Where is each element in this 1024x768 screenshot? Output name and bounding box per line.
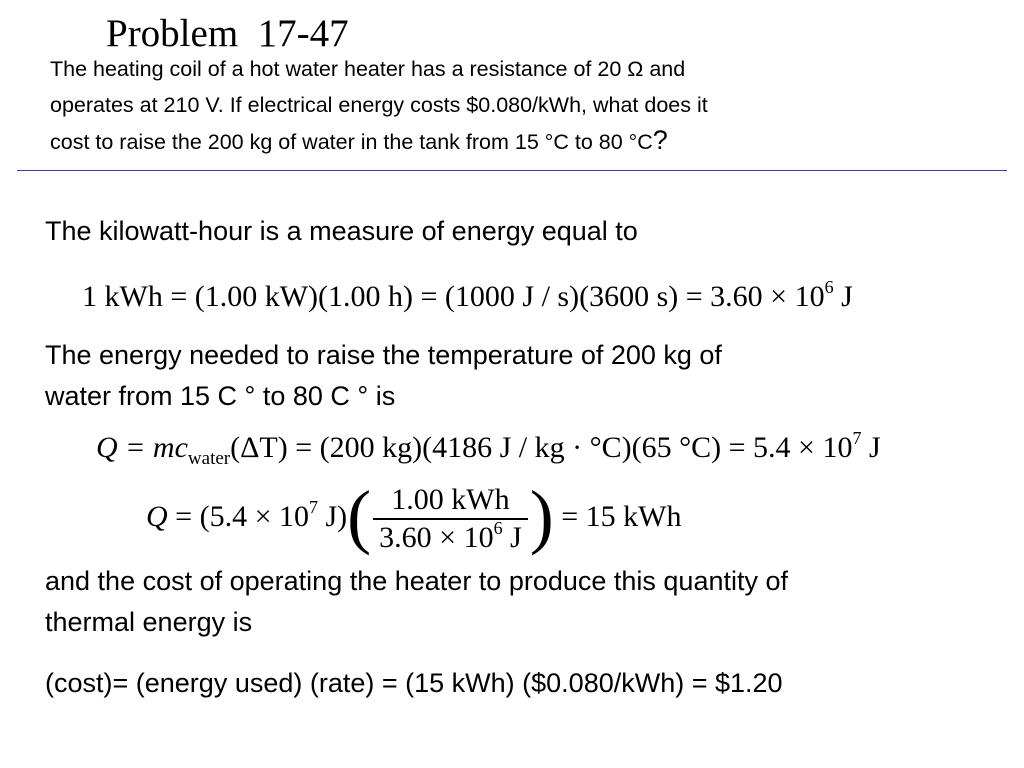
problem-statement (50, 52, 950, 161)
problem-line: operates at 210 V. If electrical energy costs $0.080/kWh, what does it (50, 92, 708, 117)
heat-symbol: Q (146, 499, 168, 533)
kwh-exponent: 6 (824, 277, 834, 297)
conversion-prefix: = (5.4 × 10 (167, 499, 309, 533)
fraction-denominator (373, 520, 528, 556)
divider-line (17, 170, 1007, 171)
problem-line-text: cost to raise the 200 kg of water in the tank from 15 °C to 80 °C (50, 130, 653, 154)
fraction-numerator: 1.00 kWh (391, 483, 510, 516)
kwh-equation (82, 279, 853, 315)
cost-calculation (45, 663, 783, 704)
kwh-intro-text (45, 211, 638, 252)
paragraph-line: and the cost of operating the heater to produce this quantity of (45, 566, 789, 596)
energy-intro-text (45, 335, 722, 417)
left-paren-glyph: ( (347, 475, 372, 556)
right-paren-glyph: ) (529, 475, 554, 556)
denominator-unit: J (502, 521, 522, 554)
paragraph-line: (cost)= (energy used) (rate) = (15 kWh) ($0.080/kWh) = $1.20 (45, 668, 783, 698)
kwh-equation-body: 1 kWh = (1.00 kW)(1.00 h) = (1000 J / s)(3600 s) = 3.60 × 10 (82, 280, 825, 313)
cost-intro-text (45, 561, 788, 643)
question-mark: ? (652, 125, 668, 155)
heat-equation (96, 428, 881, 469)
problem-line (50, 123, 950, 161)
heat-unit: J (861, 431, 881, 464)
paragraph-line: water from 15 C ° to 80 C ° is (45, 381, 396, 411)
conversion-result: = 15 kWh (553, 499, 682, 533)
heat-exponent: 7 (852, 428, 862, 448)
conversion-exponent: 7 (309, 496, 318, 517)
mass-symbol: = m (117, 431, 175, 464)
problem-line: The heating coil of a hot water heater has a resistance of 20 Ω and (50, 57, 686, 81)
conversion-equation (146, 475, 682, 556)
denominator-exponent: 6 (493, 518, 503, 538)
delta-t: (ΔT) (230, 431, 288, 464)
specific-heat-subscript: water (187, 448, 231, 469)
kwh-unit: J (833, 280, 853, 313)
paragraph-line: The kilowatt-hour is a measure of energy equal to (45, 216, 638, 246)
paragraph-line: The energy needed to raise the temperature of 200 kg of (45, 340, 722, 370)
heat-symbol: Q (96, 431, 118, 464)
denominator-value: 3.60 × 10 (379, 521, 494, 554)
conversion-fraction (373, 482, 528, 556)
conversion-unit: J) (318, 499, 348, 533)
specific-heat-symbol: c (174, 431, 188, 464)
slide-title: Problem 17-47 (106, 12, 349, 55)
paragraph-line: thermal energy is (45, 607, 253, 637)
heat-equation-body: = (200 kg)(4186 J / kg · °C)(65 °C) = 5.4 × 10 (287, 431, 853, 464)
